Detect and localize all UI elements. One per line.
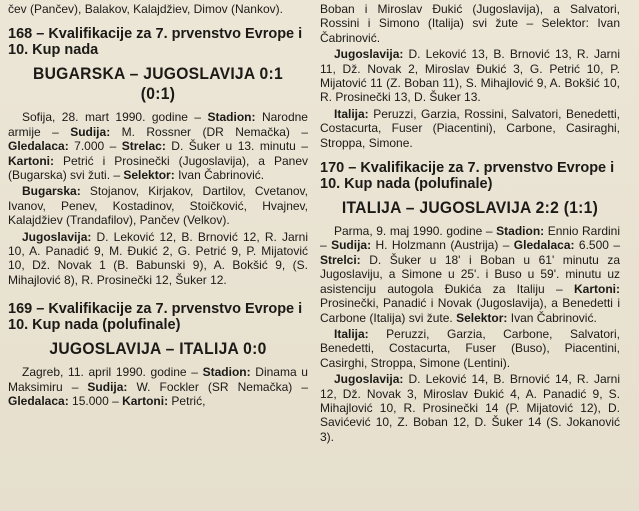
team-label: Italija: xyxy=(334,326,369,341)
right-intro-tail: Boban i Miroslav Đukić (Jugoslavija), a Salvatori, Rossini i Simono (Italija) svi žute – Selektor: Ivan Čabrinović. xyxy=(320,2,620,45)
match-169-heading: 169 – Kvalifikacije za 7. prvenstvo Evrope i 10. Kup nada (polufinale) xyxy=(8,301,303,334)
match-168-team-bugarska xyxy=(8,184,308,227)
report-label: Sudija: xyxy=(331,238,372,253)
match-169-report xyxy=(8,365,308,408)
report-text: D. Šuker u 13. minutu – xyxy=(165,139,308,154)
report-label: Selektor: xyxy=(123,168,175,183)
report-text: Sofija, 28. mart 1990. godine – xyxy=(22,110,208,125)
team-lineup: Stojanov, Kirjakov, Dartilov, Cvetanov, Ivanov, Penev, Kostadinov, Stoičković, Hvajnev, Kalajdžiev (Trandafilov), Pančev (Velkov). xyxy=(8,184,308,228)
report-text: Narodne armije – xyxy=(8,110,308,139)
match-168-score: BUGARSKA – JUGOSLAVIJA 0:1 (0:1) xyxy=(33,64,283,104)
team-label: Jugoslavija: xyxy=(22,229,92,244)
report-label: Strelac: xyxy=(121,139,166,154)
match-170-team-italija xyxy=(320,327,620,370)
report-text: Ivan Čabrinović. xyxy=(174,168,265,183)
match-169-team-jugoslavija xyxy=(320,47,620,105)
report-text: 7.000 – xyxy=(68,139,122,154)
report-label: Kartoni: xyxy=(574,281,620,296)
team-lineup: Peruzzi, Garzia, Carbone, Salvatori, Benedetti, Costacurta, Fuser (Buso), Piacentini, Casirghi, Stroppa, Simone (Lentini). xyxy=(320,326,620,370)
match-169-score: JUGOSLAVIJA – ITALIJA 0:0 xyxy=(49,339,267,359)
report-label: Kartoni: xyxy=(8,153,54,168)
team-label: Bugarska: xyxy=(22,184,81,199)
report-text: Ennio Rardini – xyxy=(320,224,621,253)
left-intro-tail: čev (Pančev), Balakov, Kalajdžiev, Dimov (Nankov). xyxy=(8,2,283,16)
report-text: Petrić, xyxy=(168,394,206,409)
report-label: Gledalaca: xyxy=(8,394,69,409)
team-lineup: Peruzzi, Garzia, Rossini, Salvatori, Benedetti, Costacurta, Fuser (Piacentini), Carbone, Casiraghi, Stroppa, Simone. xyxy=(320,106,620,150)
report-text: Dinama u Maksimiru – xyxy=(8,365,308,394)
report-label: Stadion: xyxy=(496,224,545,239)
team-label: Jugoslavija: xyxy=(334,372,404,387)
match-170-team-jugoslavija xyxy=(320,372,620,444)
left-column xyxy=(8,2,308,444)
match-168-team-jugoslavija xyxy=(8,230,308,288)
team-lineup: D. Leković 12, B. Brnović 12, R. Jarni 10, A. Panadić 9, M. Đukić 2, G. Petrić 9, P. Mijatović 10, Dž. Novak 1 (B. Babunski 9), A. Bokšić 9, (S. Mihajlović 8), R. Prosinečki 12, Šuker 12. xyxy=(8,229,308,287)
team-label: Italija: xyxy=(334,106,369,121)
report-text: D. Šuker u 18' i Boban u 61' minutu za Jugoslaviju, a Simone u 25'. i Buso u 59'. minutu uz asistenciju autogola Đukića za Italiju – xyxy=(320,252,620,296)
report-label: Stadion: xyxy=(202,365,251,380)
report-label: Kartoni: xyxy=(122,394,169,409)
report-label: Strelci: xyxy=(320,252,361,267)
report-text: H. Holzmann (Austrija) – xyxy=(371,238,514,253)
report-label: Stadion: xyxy=(207,110,256,125)
team-lineup: D. Leković 13, B. Brnović 13, R. Jarni 11, Dž. Novak 2, Miroslav Đukić 3, G. Petrić 10, P. Mijatović 11 (Z. Boban 11), S. Mihajlović 9, A. Bokšić 10, R. Prosinečki 13, D. Šuker 13. xyxy=(320,47,620,105)
team-lineup: D. Leković 14, B. Brnović 14, R. Jarni 12, Dž. Novak 3, Miroslav Đukić 4, A. Panadić 9, S. Mihajlović 10, R. Prosinečki 14 (P. Mijatović 12), D. Savićević 10, Z. Boban 12, D. Šuker 14 (S. Jokanović 3). xyxy=(320,372,620,444)
report-label: Sudija: xyxy=(70,124,111,139)
report-text: M. Rossner (DR Nemačka) – xyxy=(110,124,308,139)
right-column xyxy=(320,2,620,444)
team-label: Jugoslavija: xyxy=(334,47,404,62)
report-text: W. Fockler (SR Nemačka) – xyxy=(127,379,308,394)
match-168-report xyxy=(8,110,308,182)
match-170-heading: 170 – Kvalifikacije za 7. prvenstvo Evrope i 10. Kup nada (polufinale) xyxy=(320,160,615,193)
report-label: Gledalaca: xyxy=(513,238,575,253)
match-168-heading: 168 – Kvalifikacije za 7. prvenstvo Evrope i 10. Kup nada xyxy=(8,26,303,59)
report-label: Gledalaca: xyxy=(8,139,69,154)
report-text: Parma, 9. maj 1990. godine – xyxy=(334,224,497,239)
report-text: 15.000 – xyxy=(68,394,123,409)
report-label: Sudija: xyxy=(87,379,128,394)
report-text: Petrić i Prosinečki (Jugoslavija), a Panev (Bugarska) svi žuti. – xyxy=(8,153,308,183)
report-text: Ivan Čabrinović. xyxy=(507,310,597,325)
match-170-score: ITALIJA – JUGOSLAVIJA 2:2 (1:1) xyxy=(341,198,599,218)
report-text: Prosinečki, Panadić i Novak (Jugoslavija), a Benedetti i Carbone (Italija) svi žute. xyxy=(320,296,620,325)
report-text: 6.500 – xyxy=(574,238,620,253)
match-170-report xyxy=(320,224,620,325)
match-169-team-italija xyxy=(320,107,620,150)
report-text: Zagreb, 11. april 1990. godine – xyxy=(22,365,203,380)
columns xyxy=(8,2,631,444)
report-label: Selektor: xyxy=(456,310,508,325)
